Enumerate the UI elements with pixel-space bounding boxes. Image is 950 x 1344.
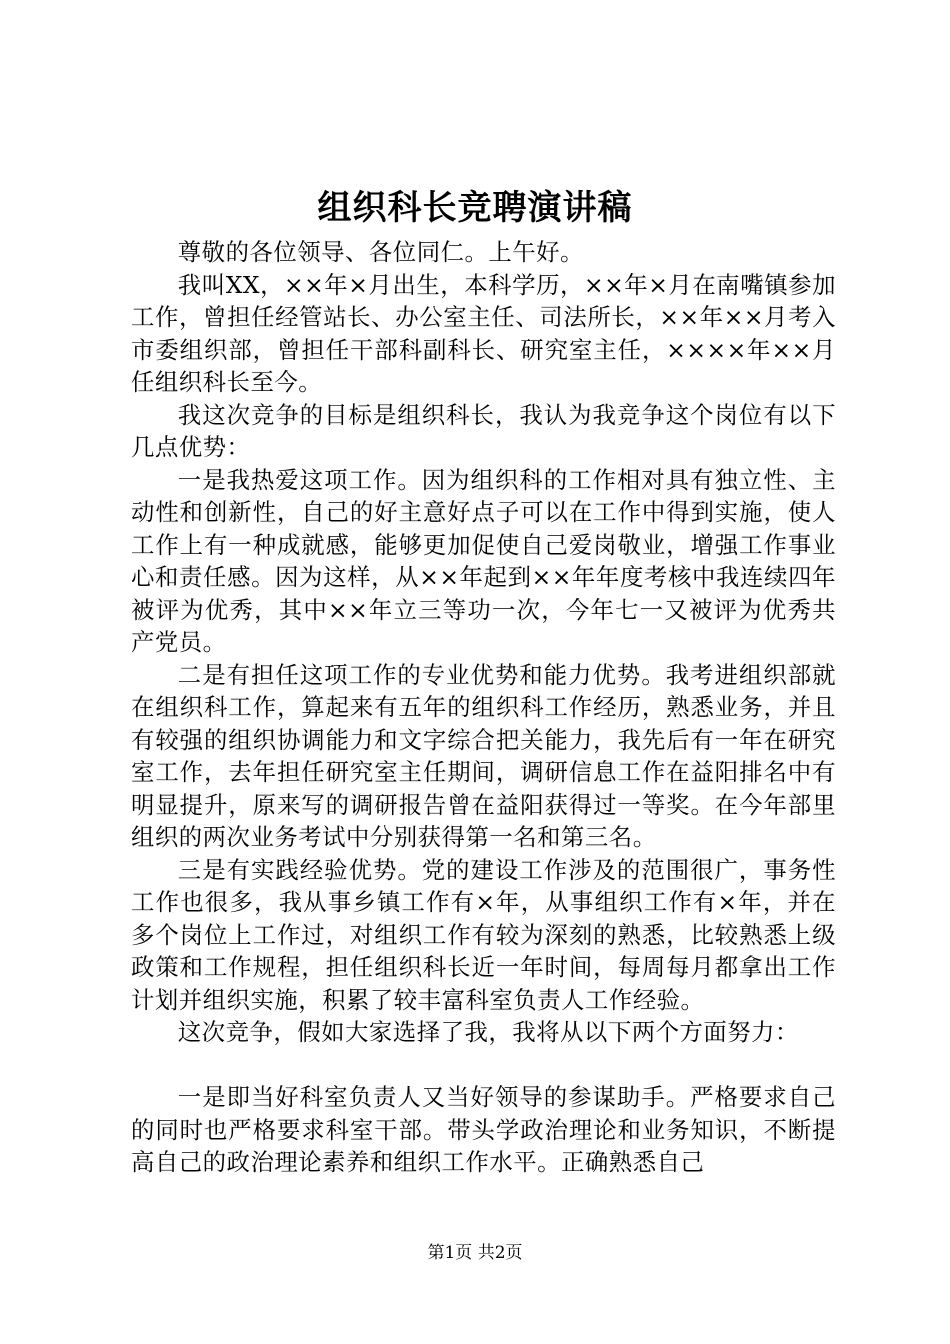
paragraph-introduction: 我叫XX，××年×月出生，本科学历，××年×月在南嘴镇参加工作，曾担任经管站长、办公室主任、司法所长，××年××月考入市委组织部，曾担任干部科副科长、研究室主任，××××年××月任组织科长至今。 [131,270,836,396]
paragraph-efforts-intro: 这次竞争，假如大家选择了我，我将从以下两个方面努力： [177,1018,799,1046]
document-body [131,236,836,1179]
paragraph-advantage-two: 二是有担任这项工作的专业优势和能力优势。我考进组织部就在组织科工作，算起来有五年的组织科工作经历，熟悉业务，并且有较强的组织协调能力和文字综合把关能力，我先后有一年在研究室工作，去年担任研究室主任期间，调研信息工作在益阳排名中有明显提升，原来写的调研报告曾在益阳获得过一等奖。在今年部里组织的两次业务考试中分别获得第一名和第三名。 [131,660,836,851]
paragraph-advantage-three: 三是有实践经验优势。党的建设工作涉及的范围很广，事务性工作也很多，我从事乡镇工作有×年，从事组织工作有×年，并在多个岗位上工作过，对组织工作有较为深刻的熟悉，比较熟悉上级政策和工作规程，担任组织科长近一年时间，每周每月都拿出工作计划并组织实施，积累了较丰富科室负责人工作经验。 [131,855,836,1014]
page-footer: 第1页 共2页 [427,1243,523,1263]
document-title: 组织科长竞聘演讲稿 [317,188,633,228]
paragraph-effort-one: 一是即当好科室负责人又当好领导的参谋助手。严格要求自己的同时也严格要求科室干部。带头学政治理论和业务知识，不断提高自己的政治理论素养和组织工作水平。正确熟悉自己 [131,1083,836,1176]
paragraph-greeting: 尊敬的各位领导、各位同仁。上午好。 [177,238,584,266]
paragraph-advantage-one: 一是我热爱这项工作。因为组织科的工作相对具有独立性、主动性和创新性，自己的好主意好点子可以在工作中得到实施，使人工作上有一种成就感，能够更加促使自己爱岗敬业，增强工作事业心和责任感。因为这样，从××年起到××年年度考核中我连续四年被评为优秀，其中××年立三等功一次，今年七一又被评为优秀共产党员。 [131,465,836,656]
paragraph-goal: 我这次竞争的目标是组织科长，我认为我竞争这个岗位有以下几点优势： [131,400,836,461]
